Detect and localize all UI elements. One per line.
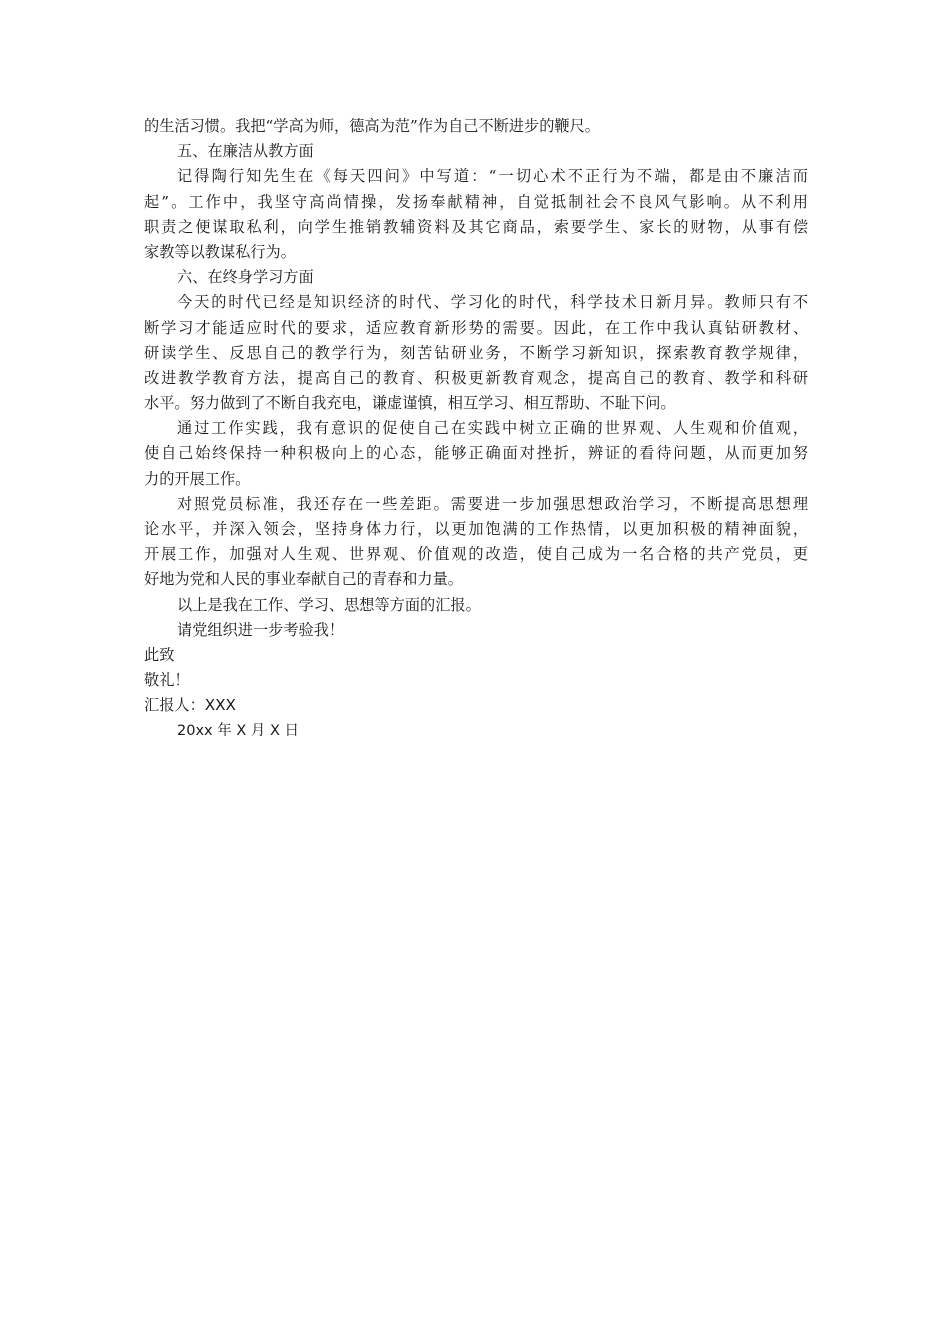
salutation-ci-zhi: 此致: [144, 645, 175, 664]
paragraph-line: 水平。努力做到了不断自我充电，谦虚谨慎，相互学习、相互帮助、不耻下问。: [144, 394, 676, 413]
paragraph-line: 开展工作，加强对人生观、世界观、价值观的改造，使自己成为一名合格的共产党员，更: [144, 545, 808, 564]
closing-block: [144, 643, 808, 744]
paragraph-line: 今天的时代已经是知识经济的时代、学习化的时代，科学技术日新月异。教师只有不: [177, 293, 808, 312]
document-page: [144, 114, 808, 744]
request-line: 请党组织进一步考验我！: [177, 620, 345, 639]
reporter-label: 汇报人：: [144, 696, 205, 715]
paragraph-line: 论水平，并深入领会，坚持身体力行，以更加饱满的工作热情，以更加积极的精神面貌，: [144, 520, 808, 538]
paragraph-line: 起”。工作中，我坚守高尚情操，发扬奉献精神，自觉抵制社会不良风气影响。从不利用: [144, 192, 808, 211]
paragraph-line: 通过工作实践，我有意识的促使自己在实践中树立正确的世界观、人生观和价值观，: [177, 419, 808, 438]
paragraph-line: 好地为党和人民的事业奉献自己的青春和力量。: [144, 570, 463, 589]
paragraph-line: 使自己始终保持一种积极向上的心态，能够正确面对挫折，辨证的看待问题，从而更加努: [144, 444, 808, 463]
salutation-jing-li: 敬礼！: [144, 671, 190, 690]
paragraph-line: 对照党员标准，我还存在一些差距。需要进一步加强思想政治学习，不断提高思想理: [177, 494, 808, 513]
section-heading-integrity: 五、在廉洁从教方面: [177, 142, 314, 161]
reporter-line: [144, 693, 808, 718]
paragraph-line: 研读学生、反思自己的教学行为，刻苦钻研业务，不断学习新知识，探索教育教学规律，: [144, 343, 808, 362]
opening-line: 的生活习惯。我把“学高为师，德高为范”作为自己不断进步的鞭尺。: [144, 117, 600, 135]
reporter-name: XXX: [204, 696, 236, 715]
section-heading-lifelong-learning: 六、在终身学习方面: [177, 268, 314, 287]
summary-line: 以上是我在工作、学习、思想等方面的汇报。: [177, 595, 481, 614]
paragraph-line: 力的开展工作。: [144, 469, 251, 488]
paragraph-line: 职责之便谋取私利，向学生推销教辅资料及其它商品，索要学生、家长的财物，从事有偿: [144, 217, 808, 236]
paragraph-line: 家教等以教谋私行为。: [144, 242, 296, 261]
paragraph-line: 改进教学教育方法，提高自己的教育、积极更新教育观念，提高自己的教育、教学和科研: [144, 368, 808, 387]
paragraph-line: 记得陶行知先生在《每天四问》中写道：“一切心术不正行为不端，都是由不廉洁而: [177, 167, 808, 186]
paragraph-line: 断学习才能适应时代的要求，适应教育新形势的需要。因此，在工作中我认真钻研教材、: [144, 318, 808, 337]
report-date: 20xx 年 X 月 X 日: [177, 722, 300, 739]
